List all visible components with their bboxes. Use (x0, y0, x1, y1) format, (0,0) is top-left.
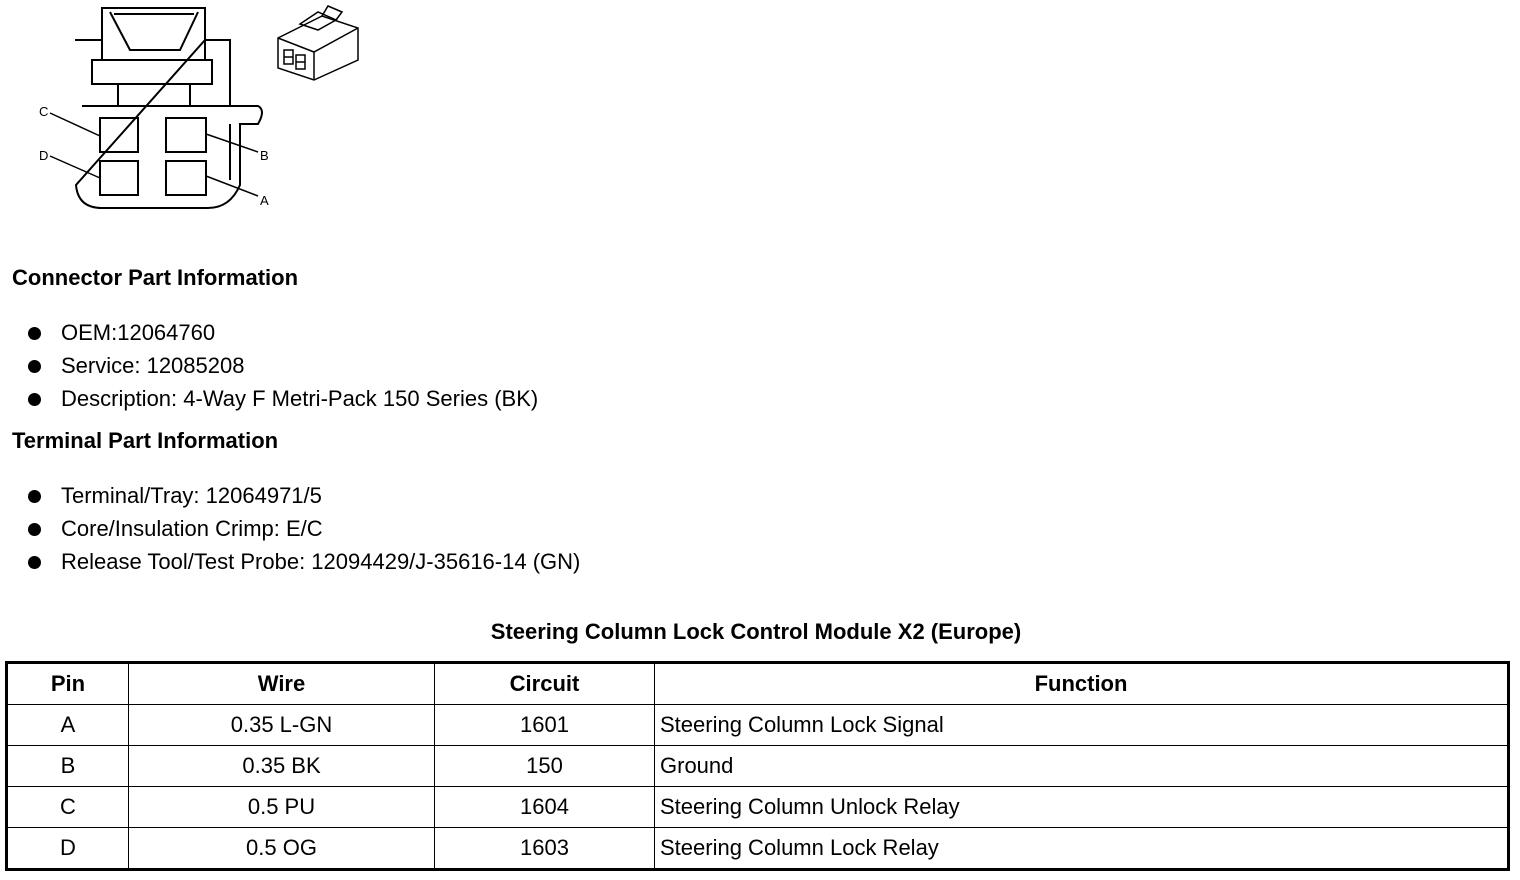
pin-label-b: B (260, 148, 269, 163)
pin-label-d: D (39, 148, 49, 163)
list-item (28, 549, 580, 582)
cell-pin: B (7, 746, 129, 787)
bullet-icon (28, 490, 41, 503)
header-pin: Pin (7, 663, 129, 705)
connector-description: Description: 4-Way F Metri-Pack 150 Series (BK) (61, 386, 539, 411)
connector-face-diagram (30, 0, 280, 220)
cell-circuit: 1601 (435, 705, 655, 746)
table-header-row (7, 663, 1509, 705)
bullet-icon (28, 393, 41, 406)
terminal-part-info-heading: Terminal Part Information (12, 428, 279, 453)
terminal-part-info-list (28, 483, 580, 582)
connector-service: Service: 12085208 (61, 353, 245, 378)
cell-function: Steering Column Lock Relay (655, 828, 1509, 870)
connector-part-info-list (28, 320, 538, 419)
list-item (28, 483, 580, 516)
cell-wire: 0.5 PU (129, 787, 435, 828)
bullet-icon (28, 360, 41, 373)
cell-wire: 0.35 BK (129, 746, 435, 787)
terminal-release-tool: Release Tool/Test Probe: 12094429/J-35616-14 (GN) (61, 549, 581, 574)
connector-part-info-heading: Connector Part Information (12, 265, 299, 290)
cell-wire: 0.5 OG (129, 828, 435, 870)
header-circuit: Circuit (435, 663, 655, 705)
list-item (28, 516, 580, 549)
cell-function: Steering Column Unlock Relay (655, 787, 1509, 828)
table-row (7, 705, 1509, 746)
header-function: Function (655, 663, 1509, 705)
pin-label-a: A (260, 193, 269, 208)
connector-oem: OEM:12064760 (61, 320, 216, 345)
terminal-tray: Terminal/Tray: 12064971/5 (61, 483, 322, 508)
connector-isometric-illustration (270, 0, 365, 85)
table-title: Steering Column Lock Control Module X2 (Europe) (490, 619, 1022, 644)
cell-pin: A (7, 705, 129, 746)
cell-circuit: 150 (435, 746, 655, 787)
cell-function: Ground (655, 746, 1509, 787)
cell-pin: C (7, 787, 129, 828)
list-item (28, 386, 538, 419)
list-item (28, 320, 538, 353)
bullet-icon (28, 556, 41, 569)
table-row (7, 787, 1509, 828)
header-wire: Wire (129, 663, 435, 705)
table-row (7, 828, 1509, 870)
pinout-table (5, 661, 1510, 871)
cell-pin: D (7, 828, 129, 870)
bullet-icon (28, 523, 41, 536)
cell-circuit: 1603 (435, 828, 655, 870)
pin-label-c: C (39, 104, 49, 119)
cell-circuit: 1604 (435, 787, 655, 828)
cell-wire: 0.35 L-GN (129, 705, 435, 746)
cell-function: Steering Column Lock Signal (655, 705, 1509, 746)
terminal-crimp: Core/Insulation Crimp: E/C (61, 516, 323, 541)
table-row (7, 746, 1509, 787)
bullet-icon (28, 327, 41, 340)
list-item (28, 353, 538, 386)
